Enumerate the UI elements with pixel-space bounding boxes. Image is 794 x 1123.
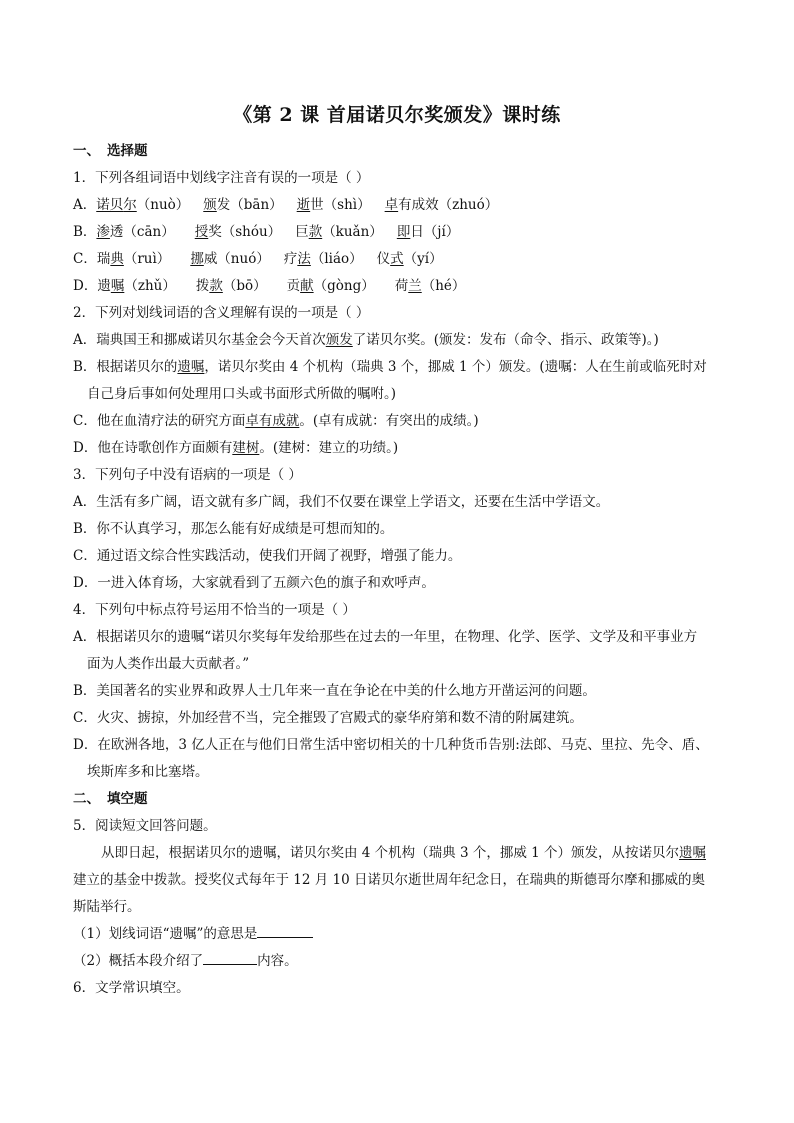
word: 诺贝 [96, 197, 124, 213]
underlined-char: 尔 [123, 197, 137, 213]
option-text: A．瑞典国王和挪威诺贝尔基金会今天首次 [73, 332, 326, 348]
word: 拨 [195, 278, 210, 294]
question-1-option-d [73, 273, 733, 300]
option-text: C．他在血清疗法的研究方面 [73, 413, 246, 429]
underlined-char: 逝 [296, 197, 311, 213]
pinyin: （ruì） [123, 251, 171, 267]
underlined-word: 颁发 [325, 332, 353, 348]
section-heading-fill [73, 786, 733, 813]
word: 威（nuó） [203, 251, 270, 267]
pinyin: （nuò） [136, 197, 190, 213]
question-6-stem: 6．文学常识填空。 [73, 980, 190, 996]
underlined-char: 献 [300, 278, 314, 294]
underlined-char: 卓 [384, 197, 399, 213]
word: 发（bān） [216, 197, 283, 213]
underlined-char: 授 [194, 224, 209, 240]
option-text: ，诺贝尔奖由 4 个机构（瑞典 3 个，挪威 1 个）颁发。(遗嘱：人在生前或临死时对 [204, 359, 707, 375]
question-5-stem: 5．阅读短文回答问题。 [73, 818, 217, 834]
passage-line-2: 建立的基金中拨款。授奖仪式每年于 12 月 10 日诺贝尔逝世周年纪念日，在瑞典的斯德哥尔摩和挪威的奥 [73, 872, 706, 888]
word: 奖（shóu） [208, 224, 282, 240]
question-2-option-d [73, 435, 733, 462]
question-4-option-d: D．在欧洲各地，3 亿人正在与他们日常生活中密切相关的十几种货币告别:法郎、马克、里拉、先令、盾、 [73, 737, 709, 753]
pinyin: （zhǔ） [124, 278, 176, 294]
passage-line-1 [73, 840, 733, 867]
question-3-option-b: B．你不认真学习，那怎么能有好成绩是可想而知的。 [73, 521, 394, 537]
underlined-char: 颁 [203, 197, 217, 213]
underlined-word: 遗嘱 [679, 845, 707, 861]
question-4-option-c: C．火灾、掳掠，外加经营不当，完全摧毁了宫殿式的豪华府第和数不清的附属建筑。 [73, 710, 583, 726]
question-1-option-a [73, 192, 733, 219]
question-5-sub-2 [73, 948, 733, 975]
underlined-char: 式 [390, 251, 404, 267]
answer-blank[interactable] [257, 923, 313, 938]
question-3-stem: 3．下列句子中没有语病的一项是（ ） [73, 467, 302, 483]
section-number: 一、 [73, 143, 100, 159]
underlined-char: 兰 [408, 278, 422, 294]
section-number: 二、 [73, 791, 100, 807]
section-label: 填空题 [107, 791, 148, 807]
option-label: C． [73, 251, 97, 267]
question-4-option-b: B．美国著名的实业界和政界人士几年来一直在争论在中美的什么地方开凿运河的问题。 [73, 683, 596, 699]
underlined-char: 典 [110, 251, 124, 267]
underlined-char: 渗 [96, 224, 110, 240]
word: 瑞 [96, 251, 111, 267]
option-text: 。(卓有成就：有突出的成绩。) [299, 413, 479, 429]
underlined-char: 嘱 [110, 278, 125, 294]
question-2-option-a [73, 327, 733, 354]
question-4-option-a-cont: 面为人类作出最大贡献者。” [87, 656, 250, 672]
worksheet-body [73, 138, 733, 1002]
option-text: 。(建树：建立的功绩。) [259, 440, 399, 456]
page-title: 《第 2 课 首届诺贝尔奖颁发》课时练 [233, 104, 561, 126]
question-1-stem: 1．下列各组词语中划线字注音有误的一项是（ ） [73, 170, 370, 186]
word: 有成效（zhuó） [398, 197, 499, 213]
pinyin: （bō） [222, 278, 267, 294]
underlined-char: 即 [396, 224, 411, 240]
underlined-char: 挪 [190, 251, 204, 267]
question-3-option-d: D．一进入体育场，大家就看到了五颜六色的旗子和欢呼声。 [73, 575, 435, 591]
option-label: D． [73, 278, 98, 294]
word: 遗 [97, 278, 111, 294]
pinyin: （hé） [421, 278, 466, 294]
pinyin: （kuǎn） [322, 224, 383, 240]
option-text: B．根据诺贝尔的 [73, 359, 178, 375]
option-text: D．他在诗歌创作方面颇有 [73, 440, 233, 456]
section-heading-choice [73, 138, 733, 165]
underlined-word: 遗嘱 [177, 359, 205, 375]
question-4-option-d-cont: 埃斯库多和比塞塔。 [87, 764, 209, 780]
sub-question-text: 内容。 [257, 953, 298, 969]
word: 荷 [394, 278, 409, 294]
pinyin: （liáo） [310, 251, 363, 267]
question-3-option-c: C．通过语文综合性实践活动，使我们开阔了视野，增强了能力。 [73, 548, 462, 564]
sub-question-text: （1）划线词语“遗嘱”的意思是 [73, 926, 258, 942]
question-3-option-a: A．生活有多广阔，语文就有多广阔，我们不仅要在课堂上学语文，还要在生活中学语文。 [73, 494, 610, 510]
question-4-option-a: A．根据诺贝尔的遗嘱“诺贝尔奖每年发给那些在过去的一年里，在物理、化学、医学、文学及和平事业方 [73, 629, 698, 645]
question-1-option-c [73, 246, 733, 273]
section-label: 选择题 [107, 143, 148, 159]
question-5-sub-1 [73, 921, 733, 948]
pinyin: （gòng） [313, 278, 375, 294]
word: 巨 [295, 224, 309, 240]
word: 世（shì） [310, 197, 371, 213]
underlined-char: 法 [297, 251, 311, 267]
question-2-stem: 2．下列对划线词语的含义理解有误的一项是（ ） [73, 305, 370, 321]
passage-line-3: 斯陆举行。 [73, 899, 141, 915]
word: 贡 [286, 278, 301, 294]
underlined-char: 款 [308, 224, 323, 240]
question-1-option-b [73, 219, 733, 246]
word: 透（cān） [109, 224, 175, 240]
passage-text: 从即日起，根据诺贝尔的遗嘱，诺贝尔奖由 4 个机构（瑞典 3 个，挪威 1 个）颁发，从按诺贝尔 [101, 845, 680, 861]
question-2-option-b-cont: 自己身后事如何处理用口头或书面形式所做的嘱咐。) [87, 386, 397, 402]
question-2-option-b [73, 354, 733, 381]
option-label: B． [73, 224, 97, 240]
word: 日（jí） [410, 224, 460, 240]
word: 仪 [376, 251, 391, 267]
question-4-stem: 4．下列句中标点符号运用不恰当的一项是（ ） [73, 602, 356, 618]
option-label: A． [73, 197, 97, 213]
underlined-char: 款 [209, 278, 223, 294]
question-2-option-c [73, 408, 733, 435]
word: 疗 [283, 251, 298, 267]
underlined-word: 卓有成就 [245, 413, 300, 429]
answer-blank[interactable] [203, 950, 257, 965]
option-text: 了诺贝尔奖。(颁发：发布（命令、指示、政策等)。) [352, 332, 659, 348]
pinyin: （yí） [403, 251, 443, 267]
underlined-word: 建树 [232, 440, 260, 456]
sub-question-text: （2）概括本段介绍了 [73, 953, 204, 969]
